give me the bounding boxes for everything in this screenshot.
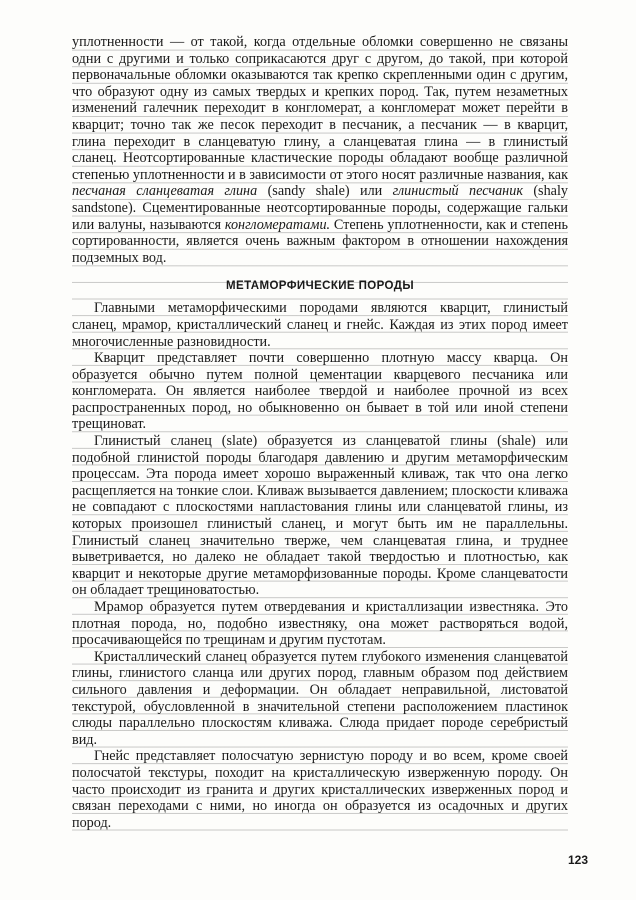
italic-term: глинистый песчаник xyxy=(392,183,523,200)
paragraph-schist: Кристаллический сланец образуется путем глубокого изменения сланцеватой глины, глинистого сланца или других пород, главным образом под действием сильного давления и деформации. Он обладает неправильной, листоватой текстурой, обусловленной в значительной степени расположением пластинок слюды параллельно плоскостям кливажа. Слюда придает породе серебристый вид. xyxy=(72,648,568,748)
text-column xyxy=(72,34,568,831)
text-run: Степень уплотненности, как и степень сортированности, является очень важным фактором в отношении нахождения подземных вод. xyxy=(72,216,568,266)
text-run: (shaly sandstone). Сцементированные неотсортированные породы, содержащие гальки или валуны, называются xyxy=(72,183,569,233)
italic-term: конгломератами. xyxy=(224,216,331,233)
text-run: уплотненности — от такой, когда отдельные обломки совершенно не связаны одни с другими и только соприкасаются друг с другом, до такой, при которой первоначальные обломки оказываются так крепко скрепленными один с другим, что образуют одну из самых твердых и крепких пород. Так, путем незаметных изменений галечник переходит в конгломерат, а конгломерат может перейти в кварцит; точно так же песок переходит в песчаник, а песчаник — в кварцит, глина переходит в сланцеватую глину, а сланцеватая глина — в глинистый сланец. Неотсортированные кластические породы обладают вообще различной степенью уплотненности и в зависимости от этого носят различные названия, как xyxy=(72,34,568,183)
section-heading: МЕТАМОРФИЧЕСКИЕ ПОРОДЫ xyxy=(226,280,414,293)
page-number: 123 xyxy=(567,853,588,867)
paragraph-slate: Глинистый сланец (slate) образуется из сланцеватой глины (shale) или подобной глинистой породы благодаря давлению и другим метаморфическим процессам. Эта порода имеет хорошо выраженный кливаж, так что она легко расщепляется на тонкие слои. Кливаж вызывается давлением; плоскости кливажа не совпадают с плоскостями напластования глины или сланцеватой глины, из которых произошел глинистый сланец, и могут быть им не параллельны. Глинистый сланец значительно тверже, чем сланцеватая глина, и труднее выветривается, но далеко не обладает такой твердостью и плотностью, как кварцит и некоторые другие метаморфизованные породы. Кроме сланцеватости он обладает трещиноватостью. xyxy=(72,433,568,599)
text-run: (sandy shale) или xyxy=(257,183,393,200)
paragraph-marble: Мрамор образуется путем отвердевания и кристаллизации известняка. Это плотная порода, но, подобно известняку, она может растворяться водой, просачивающейся по трещинам и другим пустотам. xyxy=(72,599,568,649)
continuation-paragraph xyxy=(72,34,568,266)
paragraph-main-rocks: Главными метаморфическими породами являются кварцит, глинистый сланец, мрамор, кристаллический сланец и гнейс. Каждая из этих пород имеет многочисленные разновидности. xyxy=(72,300,568,350)
paragraph-quartzite: Кварцит представляет почти совершенно плотную массу кварца. Он образуется обычно путем полной цементации кварцевого песчаника или конгломерата. Он является наиболее твердой и наиболее прочной из всех распространенных пород, но обыкновенно он бывает в той или иной степени трещиноват. xyxy=(72,350,568,433)
paragraph-gneiss: Гнейс представляет полосчатую зернистую породу и во всем, кроме своей полосчатой текстуры, походит на кристаллическую изверженную породу. Он часто происходит из гранита и других кристаллических изверженных пород и связан переходами с ними, но иногда он образуется из осадочных и других пород. xyxy=(72,748,568,831)
italic-term: песчаная сланцеватая глина xyxy=(72,183,258,200)
